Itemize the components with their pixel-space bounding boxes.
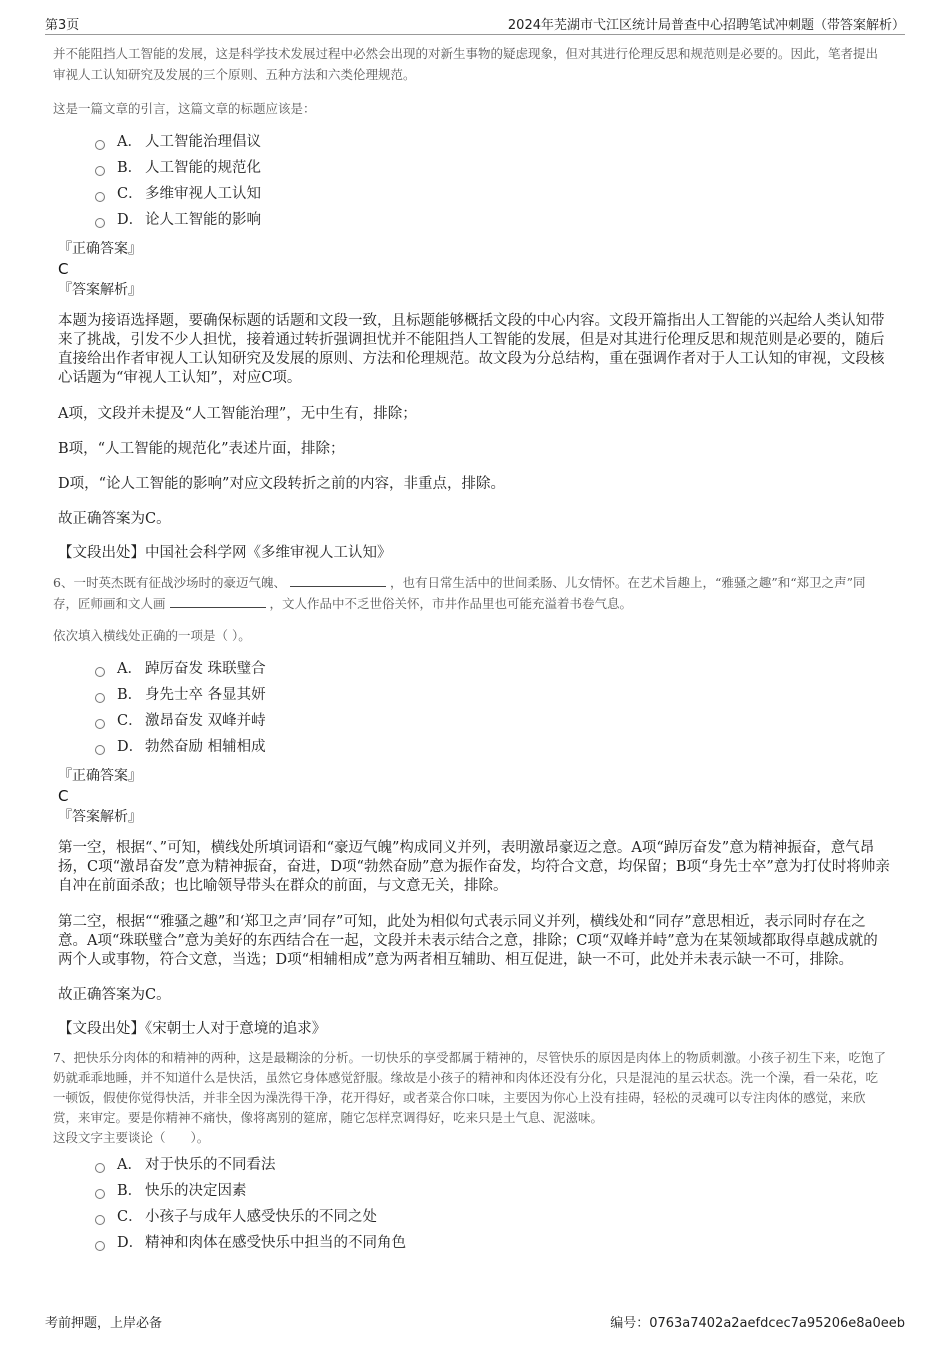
radio-icon[interactable] [95, 218, 105, 228]
q7-options [95, 1152, 890, 1256]
q6-options [95, 656, 890, 760]
q6-analysis-blank1: 第一空，根据“、”可知，横线处所填词语和“豪迈气魄”构成同义并列，表明激昂豪迈之意。A项“踔厉奋发”意为精神振奋，意气昂扬，C项“激昂奋发”意为精神振奋，奋进，D项“勃然奋励”意为振作奋发，均符合文意，均保留；B项“身先士卒”意为打仗时将帅亲自冲在前面杀敌；也比喻领导带头在群众的前面，与文意无关，排除。 [58, 840, 890, 894]
q7-option-c[interactable]: C． 小孩子与成年人感受快乐的不同之处 [95, 1204, 890, 1230]
radio-icon[interactable] [95, 719, 105, 729]
document-title: 2024年芜湖市弋江区统计局普查中心招聘笔试冲刺题（带答案解析） [507, 18, 905, 33]
q5-question: 这是一篇文章的引言，这篇文章的标题应该是： [53, 101, 316, 116]
radio-icon[interactable] [95, 192, 105, 202]
q5-analysis-conclusion: 故正确答案为C。 [58, 511, 171, 527]
radio-icon[interactable] [95, 1189, 105, 1199]
q6-option-c[interactable]: C． 激昂奋发 双峰并峙 [95, 708, 890, 734]
q5-analysis-label: 『答案解析』 [58, 282, 142, 298]
q5-options [95, 129, 890, 233]
q5-analysis-main: 本题为接语选择题，要确保标题的话题和文段一致，且标题能够概括文段的中心内容。文段开篇指出人工智能的兴起给人类认知带来了挑战，引发不少人担忧，接着通过转折强调担忧并不能阻挡人工智能的发展，但是对其进行伦理反思和规范则是必要的，随后直接给出作者审视人工认知研究及发展的原则、方法和伦理规范。故文段为分总结构，重在强调作者对于人工认知的审视，文段核心话题为“审视人工认知”，对应C项。 [58, 313, 885, 386]
blank-line [170, 595, 266, 608]
q5-answer-label: 『正确答案』 [58, 241, 142, 257]
q6-analysis-label: 『答案解析』 [58, 809, 142, 825]
q5-source: 【文段出处】中国社会科学网《多维审视人工认知》 [58, 545, 392, 561]
q5-analysis-d: D项，“论人工智能的影响”对应文段转折之前的内容，非重点，排除。 [58, 476, 505, 492]
radio-icon[interactable] [95, 166, 105, 176]
q5-passage: 并不能阻挡人工智能的发展，这是科学技术发展过程中必然会出现的对新生事物的疑虑现象，但对其进行伦理反思和规范则是必要的。因此，笔者提出审视人工认知研究及发展的三个原则、五种方法和六类伦理规范。 [53, 46, 879, 82]
radio-icon[interactable] [95, 1241, 105, 1251]
q6-option-a[interactable]: A． 踔厉奋发 珠联璧合 [95, 656, 890, 682]
q7-stem: 7、把快乐分肉体的和精神的两种，这是最糊涂的分析。一切快乐的享受都属于精神的，尽管快乐的原因是肉体上的物质刺激。小孩子初生下来，吃饱了奶就乖乖地睡，并不知道什么是快活，虽然它身体感觉舒服。缘故是小孩子的精神和肉体还没有分化，只是混沌的星云状态。洗一个澡，看一朵花，吃一顿饭，假使你觉得快活，并非全因为澡洗得干净，花开得好，或者菜合你口味，主要因为你心上没有挂碍，轻松的灵魂可以专注肉体的感觉，来欣赏，来审定。要是你精神不痛快，像将离别的筵席，随它怎样烹调得好，吃来只是土气息、泥滋味。 [53, 1050, 886, 1125]
q6-source: 【文段出处】《宋朝士人对于意境的追求》 [58, 1021, 327, 1037]
q7-option-b[interactable]: B． 快乐的决定因素 [95, 1178, 890, 1204]
q6-question: 依次填入横线处正确的一项是（ ）。 [53, 628, 251, 643]
footer-slogan: 考前押题，上岸必备 [45, 1316, 163, 1331]
q7-option-a[interactable]: A． 对于快乐的不同看法 [95, 1152, 890, 1178]
q6-answer-label: 『正确答案』 [58, 768, 142, 784]
radio-icon[interactable] [95, 140, 105, 150]
q6-stem: 6、一时英杰既有征战沙场时的豪迈气魄、 ，也有日常生活中的世间柔肠、儿女情怀。在艺术旨趣上，“雅骚之趣”和“郑卫之声”同存，匠师画和文人画 ，文人作品中不乏世俗关怀，市井作品里也可能充溢着书卷气息。 [53, 575, 866, 611]
radio-icon[interactable] [95, 693, 105, 703]
radio-icon[interactable] [95, 1163, 105, 1173]
page-number: 第3页 [45, 18, 80, 33]
q6-analysis-blank2: 第二空，根据““雅骚之趣”和‘郑卫之声’同存”可知，此处为相似句式表示同义并列，横线处和“同存”意思相近，表示同时存在之意。A项“珠联璧合”意为美好的东西结合在一起，文段并未表示结合之意，排除；C项“双峰并峙”意为在某领域都取得卓越成就的两个人或事物，符合文意，当选；D项“相辅相成”意为两者相互辅助、相互促进，缺一不可，此处并未表示缺一不可，排除。 [58, 914, 878, 968]
radio-icon[interactable] [95, 667, 105, 677]
q6-option-b[interactable]: B． 身先士卒 各显其妍 [95, 682, 890, 708]
q7-question: 这段文字主要谈论（ ）。 [53, 1130, 210, 1145]
q6-answer: C [58, 787, 69, 805]
blank-line [290, 574, 386, 587]
q5-analysis-a: A项，文段并未提及“人工智能治理”，无中生有，排除； [58, 406, 417, 422]
radio-icon[interactable] [95, 1215, 105, 1225]
document-code: 编号：0763a7402a2aefdcec7a95206e8a0eeb [610, 1316, 905, 1331]
q5-analysis-b: B项，“人工智能的规范化”表述片面，排除； [58, 441, 345, 457]
page-header [45, 12, 905, 35]
q7-option-d[interactable]: D． 精神和肉体在感受快乐中担当的不同角色 [95, 1230, 890, 1256]
q6-analysis-conclusion: 故正确答案为C。 [58, 987, 171, 1003]
q5-option-b[interactable]: B． 人工智能的规范化 [95, 155, 890, 181]
q5-answer: C [58, 260, 69, 278]
q5-option-d[interactable]: D． 论人工智能的影响 [95, 207, 890, 233]
q5-option-c[interactable]: C． 多维审视人工认知 [95, 181, 890, 207]
q5-option-a[interactable]: A． 人工智能治理倡议 [95, 129, 890, 155]
page-content [53, 43, 890, 1262]
radio-icon[interactable] [95, 745, 105, 755]
q6-option-d[interactable]: D． 勃然奋励 相辅相成 [95, 734, 890, 760]
